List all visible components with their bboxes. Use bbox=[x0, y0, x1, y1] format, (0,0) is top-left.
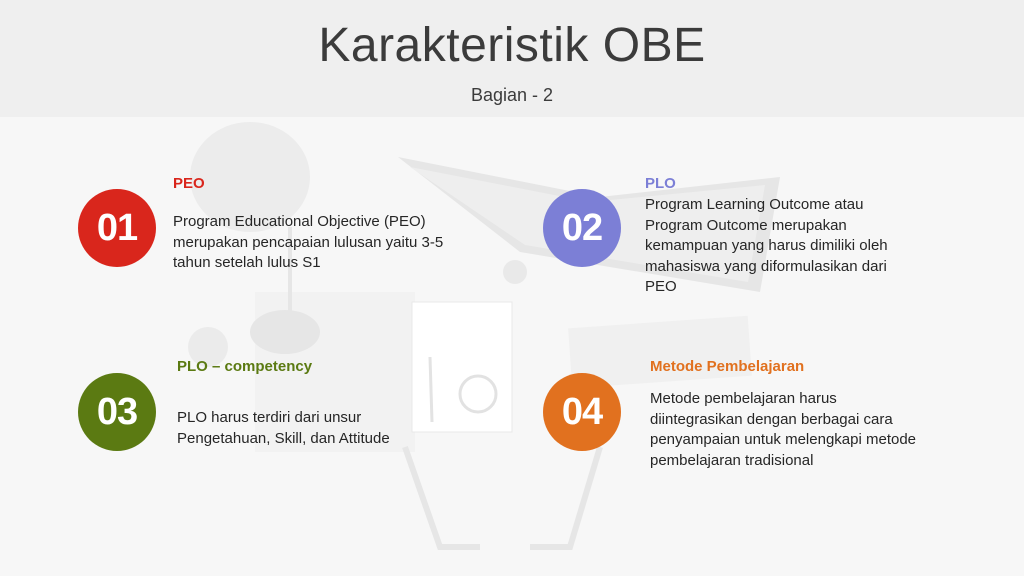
text-line: pembelajaran tradisional bbox=[650, 451, 814, 469]
text-line: penyampaian untuk melengkapi metode bbox=[650, 431, 917, 448]
page-subtitle: Bagian - 2 bbox=[470, 85, 554, 105]
item-heading-metode: Metode Pembelajaran bbox=[650, 358, 805, 375]
text-line: PLO harus terdiri dari unsur bbox=[177, 409, 362, 426]
text-line: tahun setelah lulus S1 bbox=[173, 254, 321, 271]
item-text-plo bbox=[645, 195, 888, 298]
text-line: kemampuan yang harus dimiliki oleh bbox=[645, 237, 888, 254]
text-line: Program Educational Objective (PEO) bbox=[173, 213, 426, 230]
item-number-01: 01 bbox=[96, 206, 138, 249]
page-title: Karakteristik OBE bbox=[318, 19, 706, 72]
item-text-peo bbox=[173, 212, 443, 274]
text-line: Pengetahuan, Skill, dan Attitude bbox=[177, 429, 390, 447]
item-number-01-badge bbox=[78, 189, 156, 267]
item-text-metode bbox=[650, 389, 916, 471]
item-number-02-badge bbox=[543, 189, 621, 267]
item-number-04-badge bbox=[543, 373, 621, 451]
background-desk-photo bbox=[0, 117, 1024, 576]
text-line: mahasiswa yang diformulasikan dari bbox=[645, 257, 887, 275]
item-heading-plo-competency: PLO – competency bbox=[177, 358, 313, 375]
item-number-04: 04 bbox=[561, 390, 603, 433]
text-line: Metode pembelajaran harus bbox=[650, 390, 837, 407]
item-number-03-badge bbox=[78, 373, 156, 451]
text-line: diintegrasikan dengan berbagai cara bbox=[650, 410, 893, 428]
text-line: Program Outcome merupakan bbox=[645, 216, 847, 234]
item-number-02: 02 bbox=[561, 206, 603, 249]
text-line: PEO bbox=[645, 278, 677, 295]
item-number-03: 03 bbox=[96, 390, 138, 433]
item-heading-plo: PLO bbox=[645, 175, 676, 192]
text-line: merupakan pencapaian lulusan yaitu 3-5 bbox=[173, 233, 444, 251]
item-heading-peo: PEO bbox=[173, 175, 205, 192]
text-line: Program Learning Outcome atau bbox=[645, 196, 864, 213]
item-text-plo-competency bbox=[177, 408, 390, 449]
